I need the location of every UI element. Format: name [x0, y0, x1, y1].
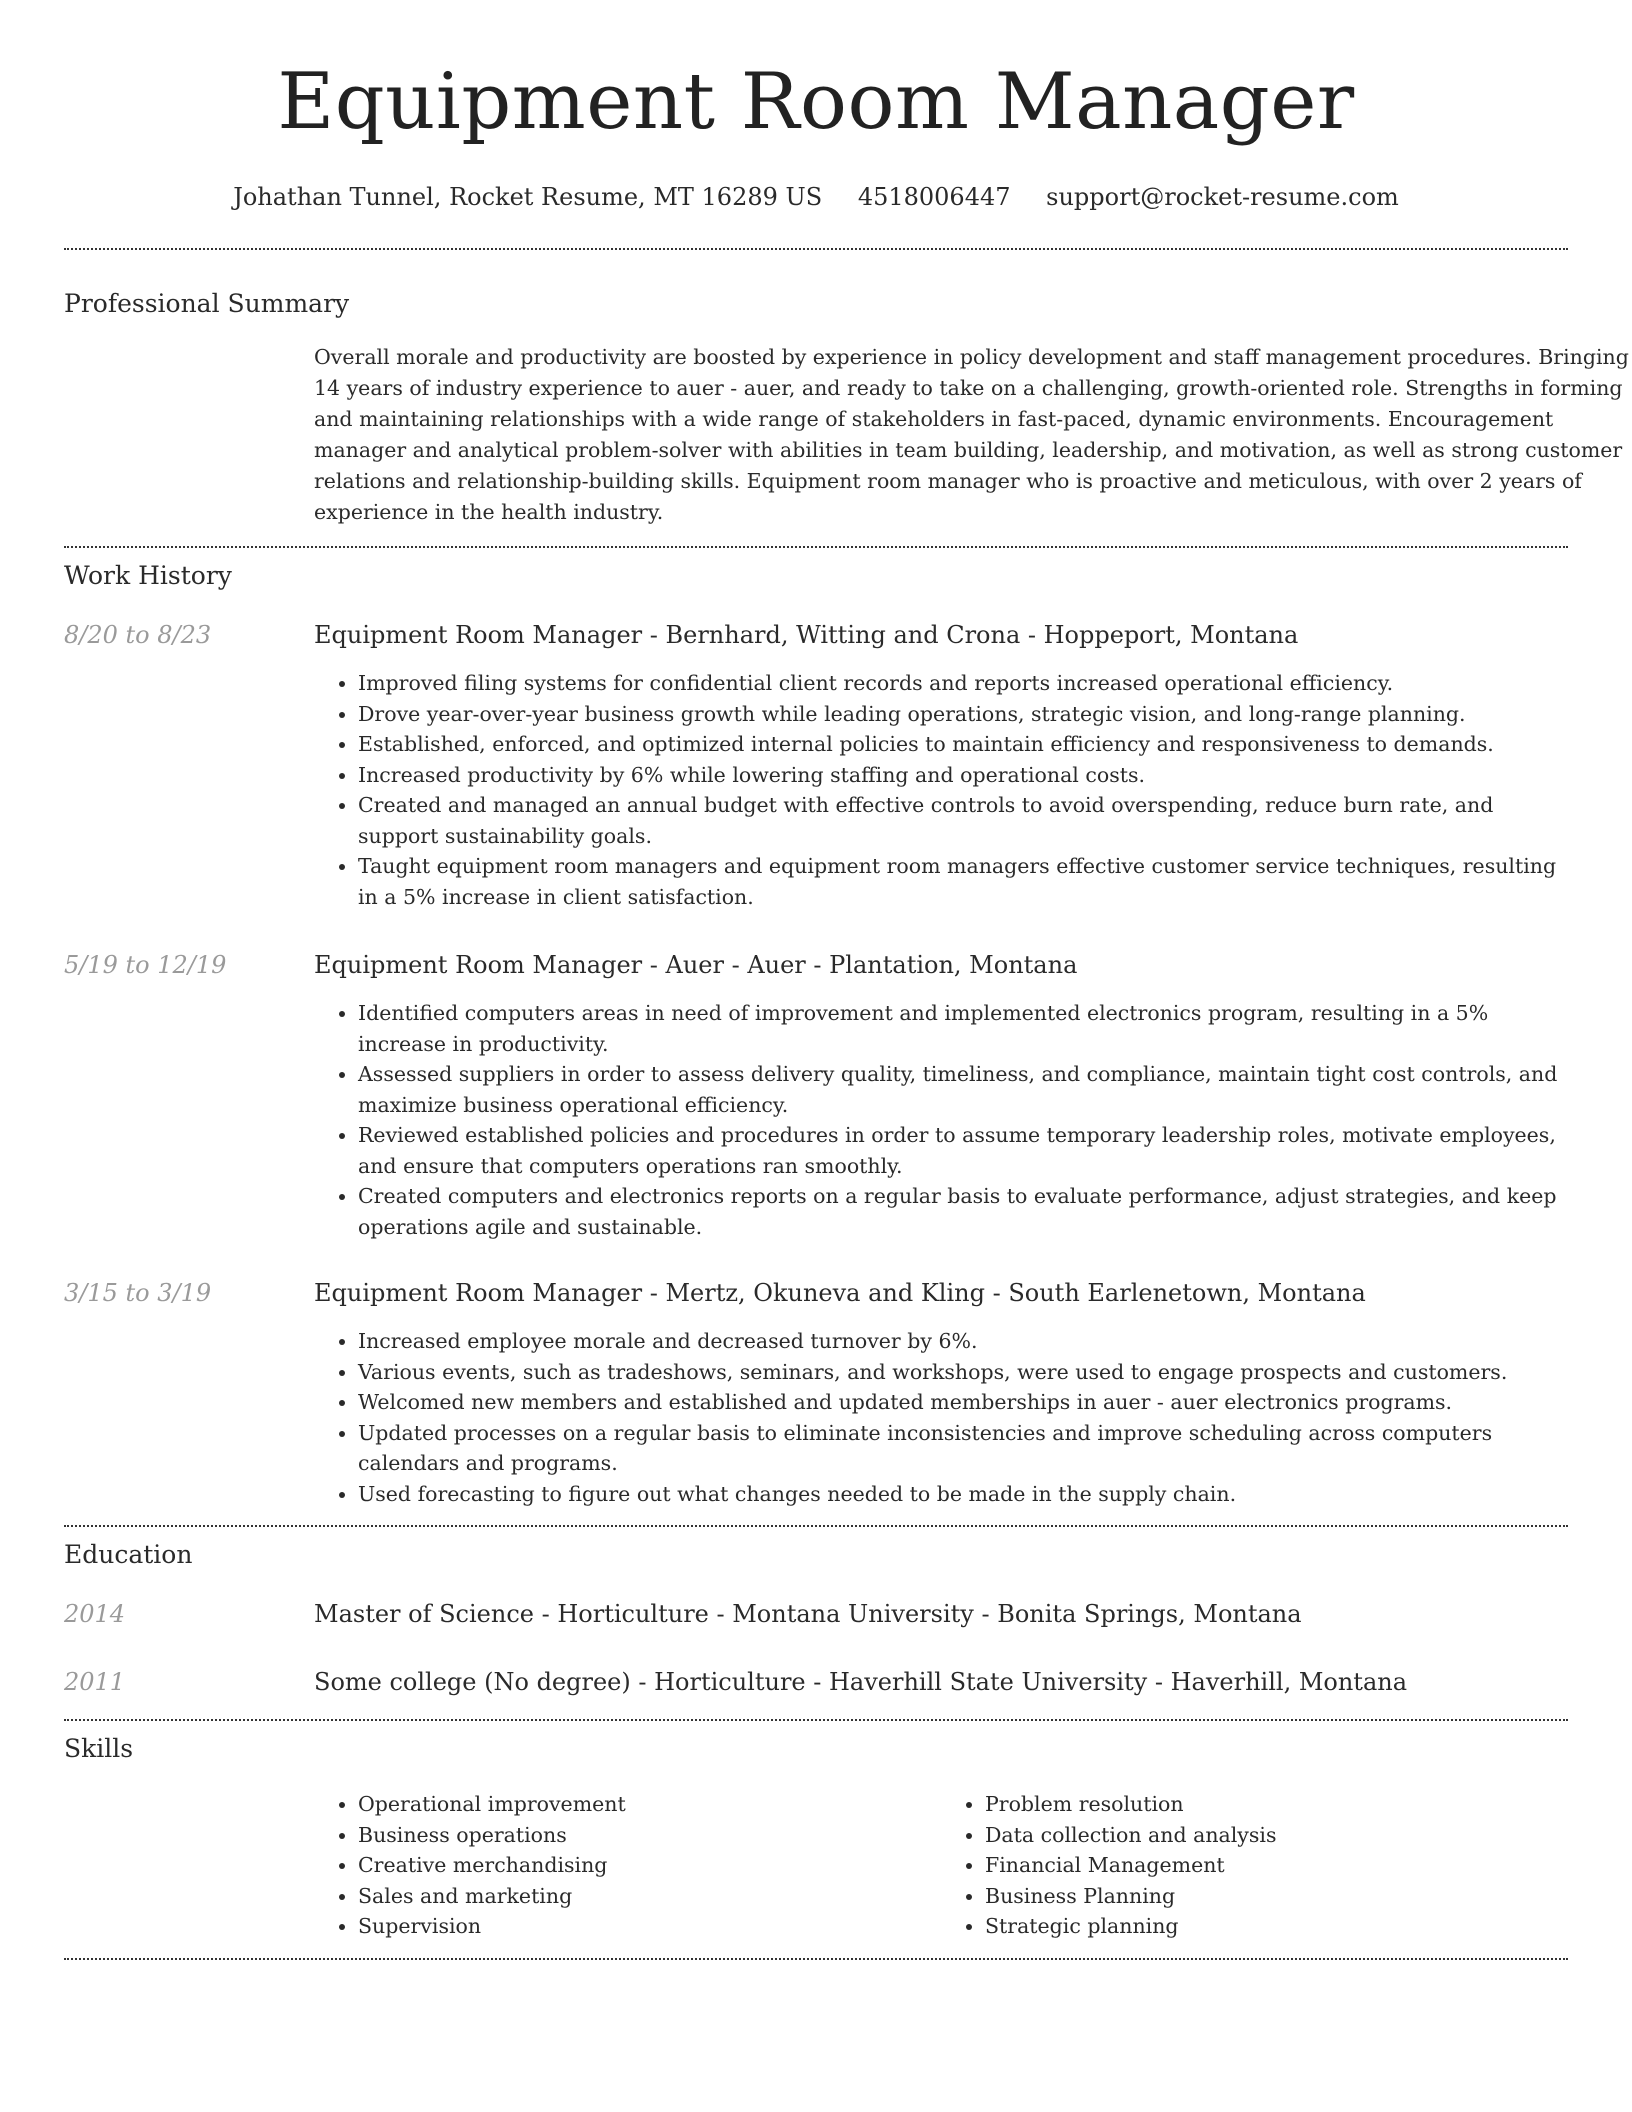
list-item: • Drove year-over-year business growth while leading operations, strategic vision, and long-range planning. [358, 699, 1568, 730]
skills-columns [314, 1789, 1568, 1942]
list-item: • Created computers and electronics reports on a regular basis to evaluate performance, adjust strategies, and keep operations agile and sustainable. [358, 1181, 1568, 1242]
skill-item: • Business operations [358, 1820, 941, 1851]
divider [64, 1958, 1568, 1960]
skill-item: • Operational improvement [358, 1789, 941, 1820]
skill-item: • Data collection and analysis [985, 1820, 1568, 1851]
skill-item: • Strategic planning [985, 1911, 1568, 1942]
list-item: • Used forecasting to figure out what changes needed to be made in the supply chain. [358, 1479, 1568, 1510]
skill-item: • Sales and marketing [358, 1881, 941, 1912]
resume-title: Equipment Room Manager [277, 57, 1355, 147]
contact-phone: 4518006447 [857, 183, 1011, 211]
contact-address: Johathan Tunnel, Rocket Resume, MT 16289 US [233, 183, 823, 211]
list-item: • Identified computers areas in need of improvement and implemented electronics program, resulting in a 5% increase in productivity. [358, 998, 1568, 1059]
list-item: • Improved filing systems for confidential client records and reports increased operational efficiency. [358, 668, 1568, 699]
list-item: • Increased productivity by 6% while lowering staffing and operational costs. [358, 760, 1568, 791]
list-item: • Assessed suppliers in order to assess delivery quality, timeliness, and compliance, maintain tight cost controls, and maximize business operational efficiency. [358, 1059, 1568, 1120]
job-entry [64, 620, 1568, 912]
education-heading-line: Some college (No degree) - Horticulture - Haverhill State University - Haverhill, Montana [314, 1668, 1408, 1696]
job-entry [64, 1278, 1568, 1509]
list-item: • Various events, such as tradeshows, seminars, and workshops, were used to engage prospects and customers. [358, 1357, 1568, 1388]
education-entry [64, 1667, 1568, 1697]
summary-text: Overall morale and productivity are boosted by experience in policy development and staff management procedures. Bringing 14 years of industry experience to auer - auer, and ready to take on a challenging, growth-oriented role. Strengths in forming and maintaining relationships with a wide range of stakeholders in fast-paced, dynamic environments. Encouragement manager and analytical problem-solver with abilities in team building, leadership, and motivation, as well as strong customer relations and relationship-building skills. Equipment room manager who is proactive and meticulous, with over 2 years of experience in the health industry. [314, 345, 1629, 524]
skills-heading: Skills [64, 1734, 134, 1763]
job-dates: 5/19 to 12/19 [64, 951, 227, 979]
list-item: • Taught equipment room managers and equipment room managers effective customer service techniques, resulting in a 5% increase in client satisfaction. [358, 851, 1568, 912]
skills-list-right [941, 1789, 1568, 1942]
divider [64, 248, 1568, 250]
work-history-heading: Work History [64, 561, 232, 590]
summary-heading: Professional Summary [64, 289, 350, 318]
job-bullets [314, 1326, 1568, 1509]
education-entry [64, 1599, 1568, 1629]
list-item: • Created and managed an annual budget with effective controls to avoid overspending, reduce burn rate, and support sustainability goals. [358, 790, 1568, 851]
list-item: • Reviewed established policies and procedures in order to assume temporary leadership roles, motivate employees, and ensure that computers operations ran smoothly. [358, 1120, 1568, 1181]
list-item: • Established, enforced, and optimized internal policies to maintain efficiency and responsiveness to demands. [358, 729, 1568, 760]
skill-item: • Business Planning [985, 1881, 1568, 1912]
skill-item: • Financial Management [985, 1850, 1568, 1881]
divider [64, 1525, 1568, 1527]
job-heading: Equipment Room Manager - Auer - Auer - Plantation, Montana [314, 951, 1078, 979]
divider [64, 1719, 1568, 1721]
education-year: 2014 [64, 1600, 126, 1628]
education-heading: Education [64, 1540, 193, 1569]
job-dates: 3/15 to 3/19 [64, 1279, 212, 1307]
skills-list-left [314, 1789, 941, 1942]
education-year: 2011 [64, 1668, 126, 1696]
list-item: • Updated processes on a regular basis to eliminate inconsistencies and improve scheduling across computers calendars and programs. [358, 1418, 1568, 1479]
job-dates: 8/20 to 8/23 [64, 621, 212, 649]
job-entry [64, 950, 1568, 1242]
job-heading: Equipment Room Manager - Mertz, Okuneva and Kling - South Earlenetown, Montana [314, 1279, 1366, 1307]
job-heading: Equipment Room Manager - Bernhard, Witting and Crona - Hoppeport, Montana [314, 621, 1299, 649]
skill-item: • Problem resolution [985, 1789, 1568, 1820]
job-bullets [314, 998, 1568, 1242]
education-heading-line: Master of Science - Horticulture - Montana University - Bonita Springs, Montana [314, 1600, 1302, 1628]
contact-line [64, 182, 1568, 212]
job-bullets [314, 668, 1568, 912]
list-item: • Welcomed new members and established and updated memberships in auer - auer electronics programs. [358, 1387, 1568, 1418]
skill-item: • Creative merchandising [358, 1850, 941, 1881]
divider [64, 546, 1568, 548]
skill-item: • Supervision [358, 1911, 941, 1942]
list-item: • Increased employee morale and decreased turnover by 6%. [358, 1326, 1568, 1357]
contact-email: support@rocket-resume.com [1046, 183, 1399, 211]
